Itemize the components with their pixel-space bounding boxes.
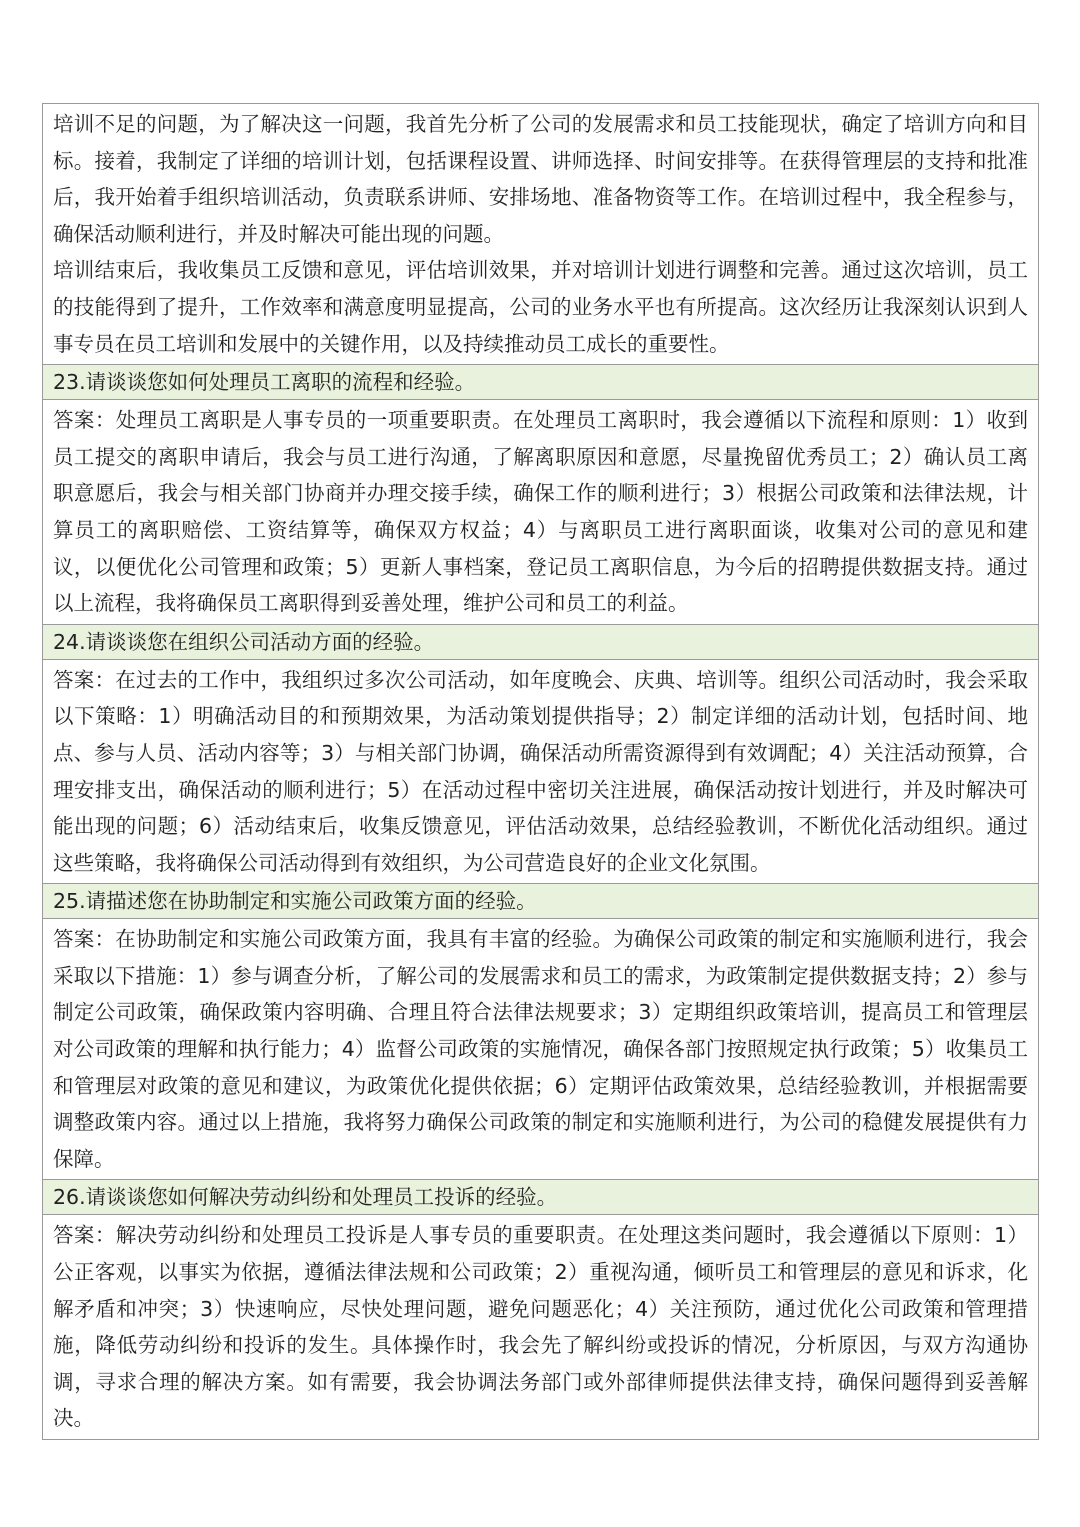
qa-table (42, 103, 1039, 1440)
answer-cell: 答案：处理员工离职是人事专员的一项重要职责。在处理员工离职时，我会遵循以下流程和原则：1）收到员工提交的离职申请后，我会与员工进行沟通，了解离职原因和意愿，尽量挽留优秀员工；2）确认员工离职意愿后，我会与相关部门协商并办理交接手续，确保工作的顺利进行；3）根据公司政策和法律法规，计算员工的离职赔偿、工资结算等，确保双方权益；4）与离职员工进行离职面谈，收集对公司的意见和建议，以便优化公司管理和政策；5）更新人事档案，登记员工离职信息，为今后的招聘提供数据支持。通过以上流程，我将确保员工离职得到妥善处理，维护公司和员工的利益。 (43, 399, 1038, 624)
question-cell: 23.请谈谈您如何处理员工离职的流程和经验。 (43, 364, 1038, 399)
intro-paragraph: 培训结束后，我收集员工反馈和意见，评估培训效果，并对培训计划进行调整和完善。通过这次培训，员工的技能得到了提升，工作效率和满意度明显提高，公司的业务水平也有所提高。这次经历让我深刻认识到人事专员在员工培训和发展中的关键作用，以及持续推动员工成长的重要性。 (53, 258, 1028, 356)
answer-cell: 答案：在过去的工作中，我组织过多次公司活动，如年度晚会、庆典、培训等。组织公司活动时，我会采取以下策略：1）明确活动目的和预期效果，为活动策划提供指导；2）制定详细的活动计划，包括时间、地点、参与人员、活动内容等；3）与相关部门协调，确保活动所需资源得到有效调配；4）关注活动预算，合理安排支出，确保活动的顺利进行；5）在活动过程中密切关注进展，确保活动按计划进行，并及时解决可能出现的问题；6）活动结束后，收集反馈意见，评估活动效果，总结经验教训，不断优化活动组织。通过这些策略，我将确保公司活动得到有效组织，为公司营造良好的企业文化氛围。 (43, 659, 1038, 884)
question-cell: 26.请谈谈您如何解决劳动纠纷和处理员工投诉的经验。 (43, 1179, 1038, 1214)
question-cell: 25.请描述您在协助制定和实施公司政策方面的经验。 (43, 883, 1038, 918)
intro-answer-cell (43, 104, 1038, 364)
answer-cell: 答案：解决劳动纠纷和处理员工投诉是人事专员的重要职责。在处理这类问题时，我会遵循以下原则：1）公正客观，以事实为依据，遵循法律法规和公司政策；2）重视沟通，倾听员工和管理层的意见和诉求，化解矛盾和冲突；3）快速响应，尽快处理问题，避免问题恶化；4）关注预防，通过优化公司政策和管理措施，降低劳动纠纷和投诉的发生。具体操作时，我会先了解纠纷或投诉的情况，分析原因，与双方沟通协调，寻求合理的解决方案。如有需要，我会协调法务部门或外部律师提供法律支持，确保问题得到妥善解决。 (43, 1214, 1038, 1439)
answer-cell: 答案：在协助制定和实施公司政策方面，我具有丰富的经验。为确保公司政策的制定和实施顺利进行，我会采取以下措施：1）参与调查分析，了解公司的发展需求和员工的需求，为政策制定提供数据支持；2）参与制定公司政策，确保政策内容明确、合理且符合法律法规要求；3）定期组织政策培训，提高员工和管理层对公司政策的理解和执行能力；4）监督公司政策的实施情况，确保各部门按照规定执行政策；5）收集员工和管理层对政策的意见和建议，为政策优化提供依据；6）定期评估政策效果，总结经验教训，并根据需要调整政策内容。通过以上措施，我将努力确保公司政策的制定和实施顺利进行，为公司的稳健发展提供有力保障。 (43, 918, 1038, 1179)
intro-paragraph: 培训不足的问题，为了解决这一问题，我首先分析了公司的发展需求和员工技能现状，确定了培训方向和目标。接着，我制定了详细的培训计划，包括课程设置、讲师选择、时间安排等。在获得管理层的支持和批准后，我开始着手组织培训活动，负责联系讲师、安排场地、准备物资等工作。在培训过程中，我全程参与，确保活动顺利进行，并及时解决可能出现的问题。 (53, 112, 1028, 246)
question-cell: 24.请谈谈您在组织公司活动方面的经验。 (43, 624, 1038, 659)
